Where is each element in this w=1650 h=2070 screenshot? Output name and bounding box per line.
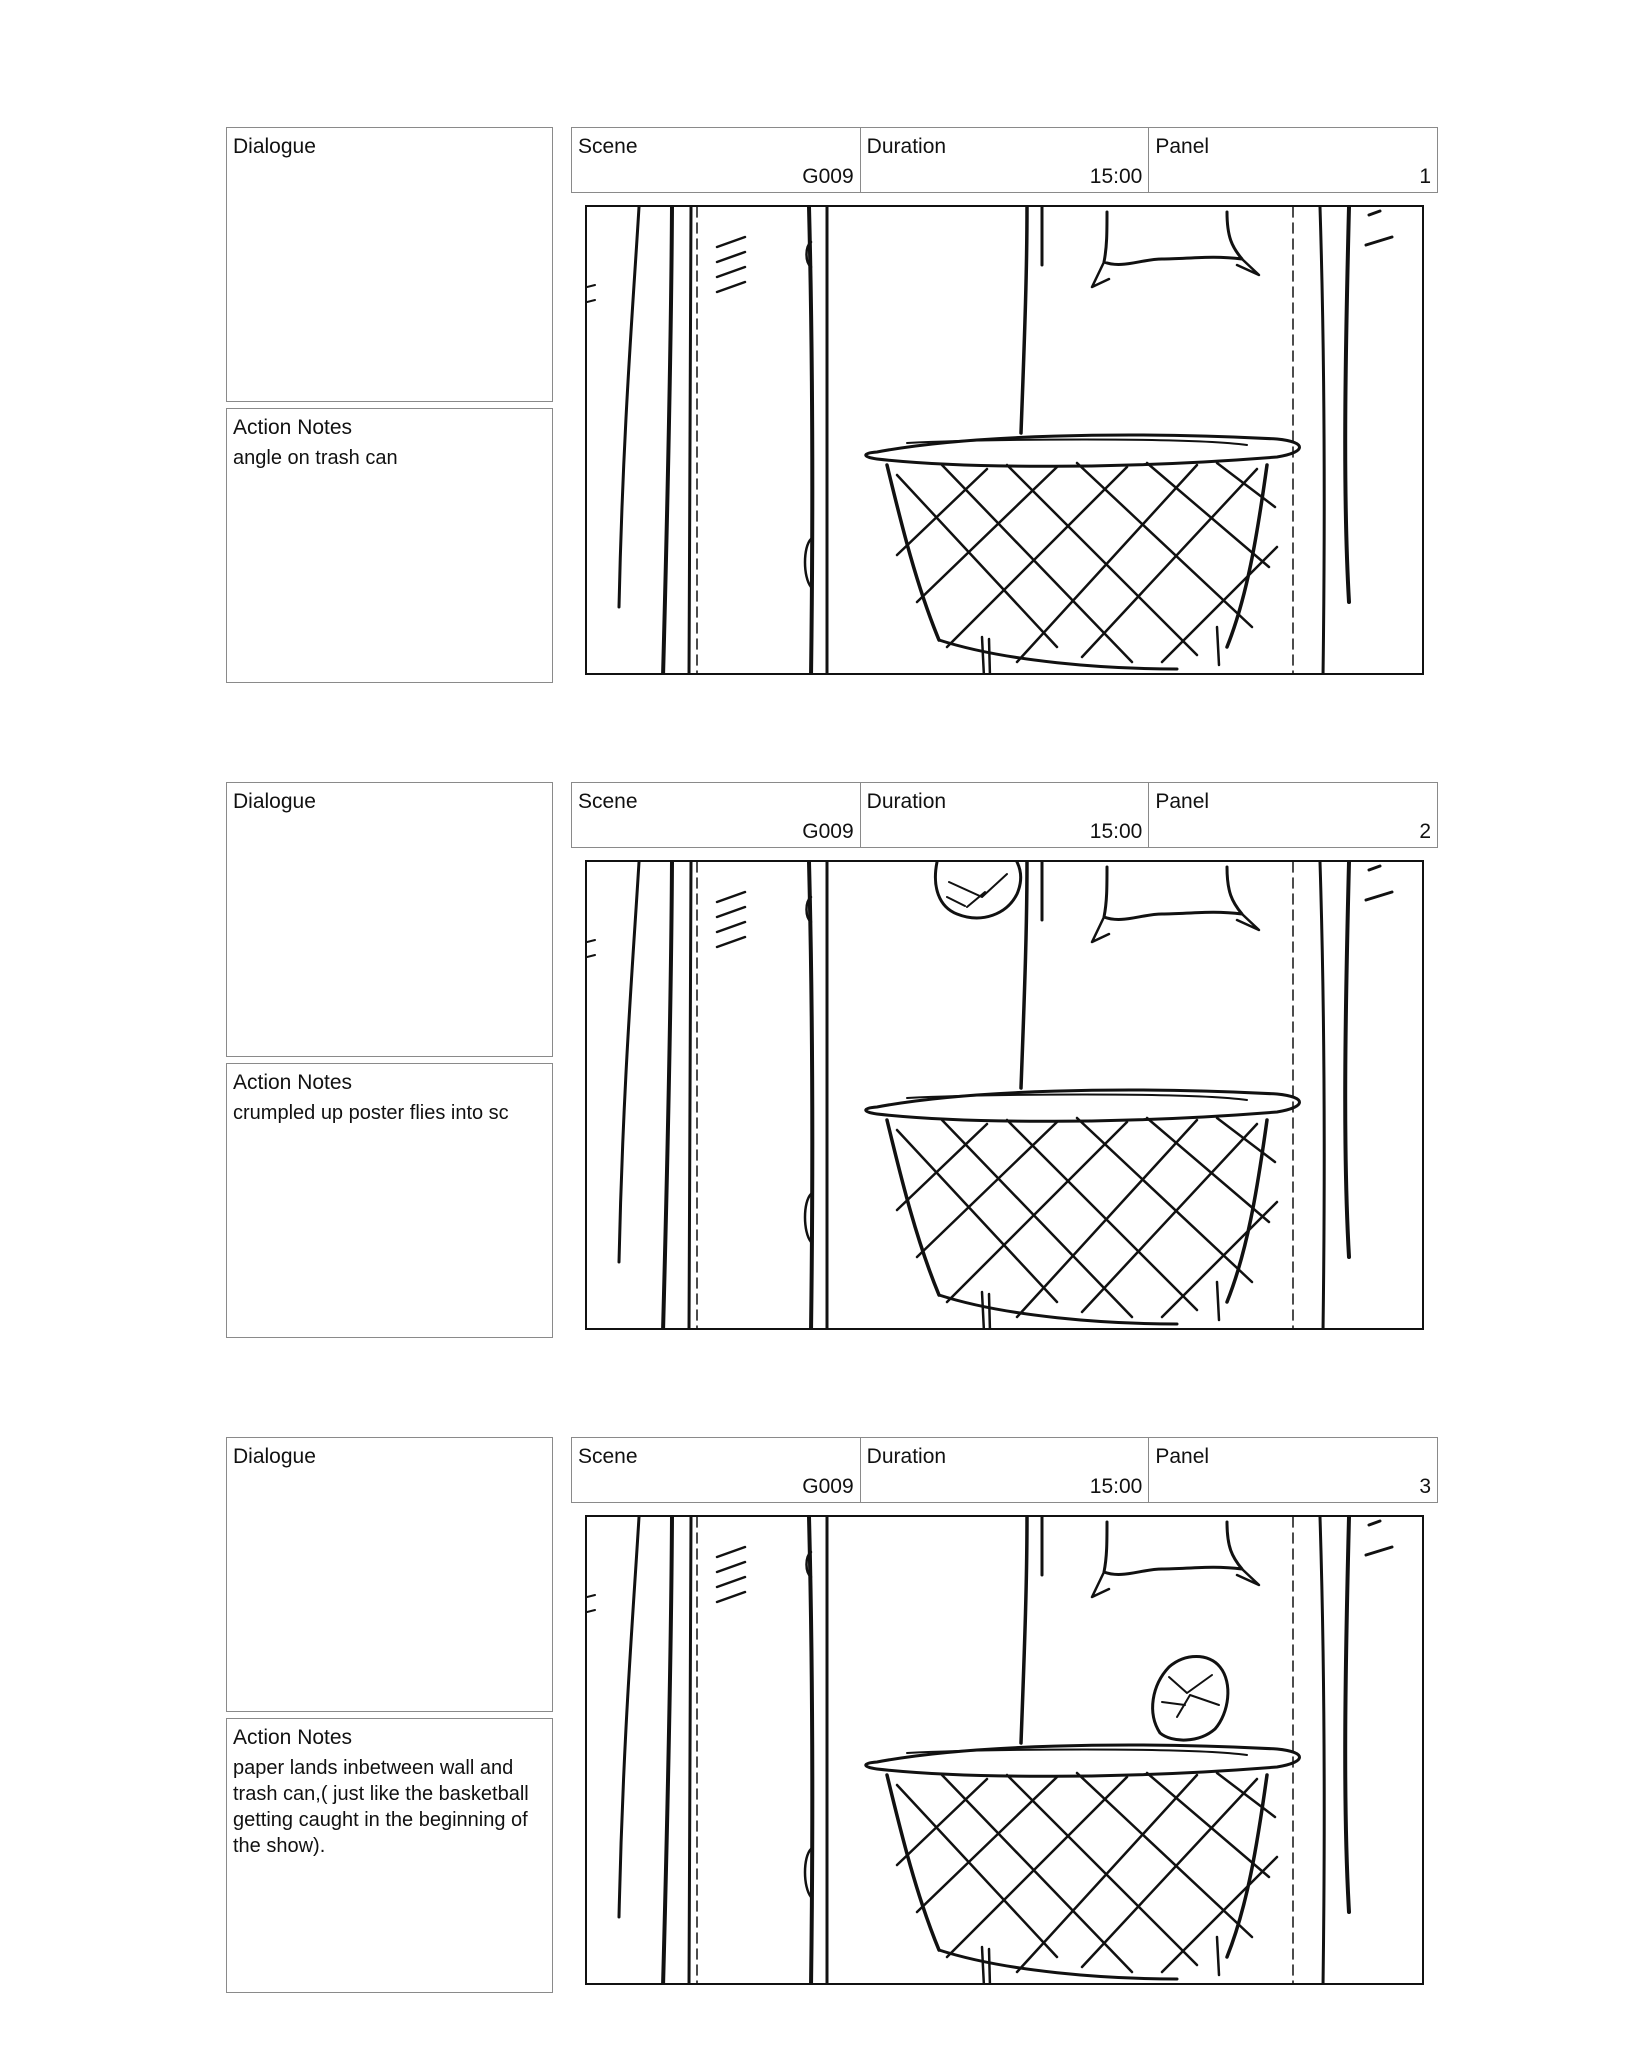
panel-number: 3 [1419, 1475, 1432, 1498]
dialogue-label: Dialogue [233, 135, 316, 158]
panel-label: Panel [1155, 1445, 1210, 1468]
crumpled-paper-top-sketch [935, 862, 1020, 918]
poster-sketch [1092, 1522, 1259, 1597]
storyboard-panel-2 [0, 782, 1650, 1342]
action-notes-box[interactable] [226, 408, 553, 683]
action-notes-label: Action Notes [233, 1726, 353, 1749]
duration-cell [861, 1438, 1150, 1502]
panel-label: Panel [1155, 790, 1210, 813]
panel-number: 1 [1419, 165, 1432, 188]
trash-can-sketch [866, 1745, 1300, 1979]
panel-cell [1149, 1438, 1437, 1502]
scene-value: G009 [802, 165, 854, 188]
dialogue-box[interactable] [226, 127, 553, 402]
sketch-drawing [587, 862, 1424, 1330]
scene-label: Scene [578, 790, 638, 813]
dialogue-label: Dialogue [233, 790, 316, 813]
panel-number: 2 [1419, 820, 1432, 843]
trash-can-sketch [866, 1090, 1300, 1324]
dialogue-box[interactable] [226, 782, 553, 1057]
sketch-drawing [587, 207, 1424, 675]
storyboard-frame [585, 1515, 1424, 1985]
storyboard-panel-1 [0, 127, 1650, 687]
panel-cell [1149, 128, 1437, 192]
duration-label: Duration [866, 790, 947, 813]
dialogue-label: Dialogue [233, 1445, 316, 1468]
panel-header [571, 127, 1438, 193]
scene-label: Scene [578, 1445, 638, 1468]
duration-value: 15:00 [1089, 1475, 1143, 1498]
duration-label: Duration [866, 1445, 947, 1468]
storyboard-panel-3 [0, 1437, 1650, 1997]
storyboard-frame [585, 860, 1424, 1330]
panel-cell [1149, 783, 1437, 847]
panel-label: Panel [1155, 135, 1210, 158]
duration-label: Duration [866, 135, 947, 158]
action-notes-label: Action Notes [233, 416, 353, 439]
action-notes-box[interactable] [226, 1718, 553, 1993]
scene-cell [572, 128, 861, 192]
poster-sketch [1092, 867, 1259, 942]
sketch-drawing [587, 1517, 1424, 1985]
panel-header [571, 782, 1438, 848]
trash-can-sketch [866, 435, 1300, 669]
action-notes-text: crumpled up poster flies into sc [233, 1102, 509, 1124]
action-notes-box[interactable] [226, 1063, 553, 1338]
duration-cell [861, 783, 1150, 847]
scene-value: G009 [802, 1475, 854, 1498]
scene-cell [572, 1438, 861, 1502]
action-notes-text: paper lands inbetween wall and trash can,( just like the basketball getting caught in the beginning of the show). [233, 1757, 535, 1857]
storyboard-frame [585, 205, 1424, 675]
dialogue-box[interactable] [226, 1437, 553, 1712]
duration-value: 15:00 [1089, 820, 1143, 843]
scene-value: G009 [802, 820, 854, 843]
scene-cell [572, 783, 861, 847]
duration-cell [861, 128, 1150, 192]
panel-header [571, 1437, 1438, 1503]
action-notes-text: angle on trash can [233, 447, 398, 469]
duration-value: 15:00 [1089, 165, 1143, 188]
action-notes-label: Action Notes [233, 1071, 353, 1094]
crumpled-paper-rim-sketch [1153, 1657, 1228, 1741]
scene-label: Scene [578, 135, 638, 158]
poster-sketch [1092, 212, 1259, 287]
